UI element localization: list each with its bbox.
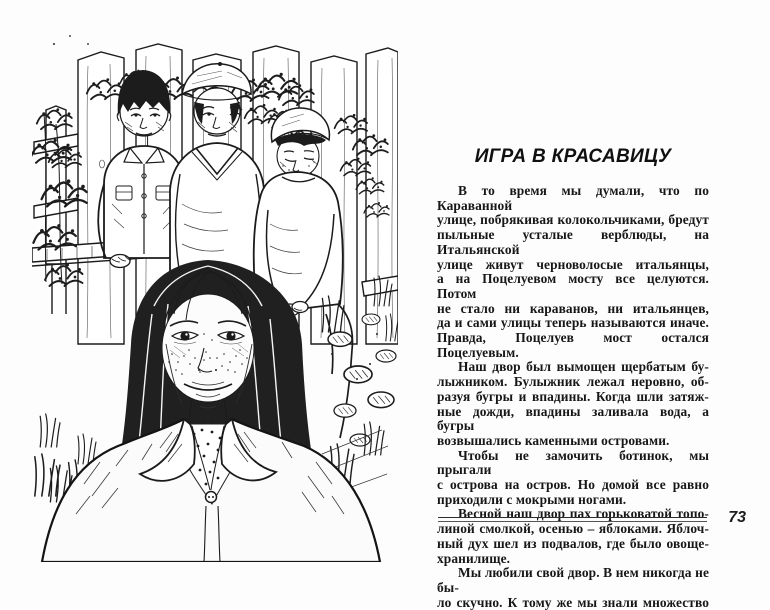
text-line: ные дожди, впадины заливала вода, а бугры	[437, 403, 709, 434]
paragraph	[437, 566, 709, 610]
text-line: ло скучно. К тому же мы знали множество	[437, 594, 709, 610]
text-column	[437, 146, 709, 610]
text-line: с острова на остров. Но домой все равно	[437, 477, 709, 493]
book-illustration	[32, 14, 398, 562]
text-line: улице живут черноволосые итальянцы,	[437, 256, 709, 272]
chapter-title: ИГРА В КРАСАВИЦУ	[474, 146, 672, 167]
page-number: 73	[728, 509, 746, 526]
text-line: Наш двор был вымощен щербатым бу-	[458, 359, 709, 375]
text-line: Правда, Поцелуев мост остался Поцелуевым.	[437, 330, 709, 360]
text-line: пыльные усталые верблюды, на Итальянской	[437, 227, 709, 257]
text-line: улице, побрякивая колокольчиками, бредут	[437, 212, 709, 228]
text-line: Весной наш двор пах горьковатой топо-	[458, 506, 709, 522]
text-line: лыжником. Булыжник лежал неровно, об-	[437, 374, 709, 390]
footer-rule	[438, 517, 707, 522]
text-line: возвышались каменными островами.	[437, 432, 670, 448]
text-line: приходили с мокрыми ногами.	[437, 491, 627, 507]
text-line: Мы любили свой двор. В нем никогда не бы-	[437, 565, 709, 595]
paragraph	[437, 184, 709, 360]
text-line: В то время мы думали, что по Караванной	[437, 183, 709, 213]
text-line: ный дух шел из подвалов, где было овоще-	[437, 535, 709, 551]
text-line: разуя бугры и впадины. Когда шли затяж-	[437, 388, 709, 404]
illustration-drawing	[32, 14, 398, 562]
paragraphs	[437, 184, 709, 610]
text-line: хранилище.	[437, 550, 511, 566]
paragraph	[437, 360, 709, 448]
text-line: не стало ни караванов, ни итальянцев,	[437, 300, 709, 316]
text-line: а на Поцелуевом мосту все целуются. Потом	[437, 271, 709, 301]
text-line: Чтобы не замочить ботинок, мы прыгали	[437, 447, 709, 478]
text-line: линой смолкой, осенью – яблоками. Яблоч-	[437, 521, 709, 537]
text-line: да и сами улицы теперь называются иначе.	[437, 315, 709, 331]
paragraph	[437, 449, 709, 508]
